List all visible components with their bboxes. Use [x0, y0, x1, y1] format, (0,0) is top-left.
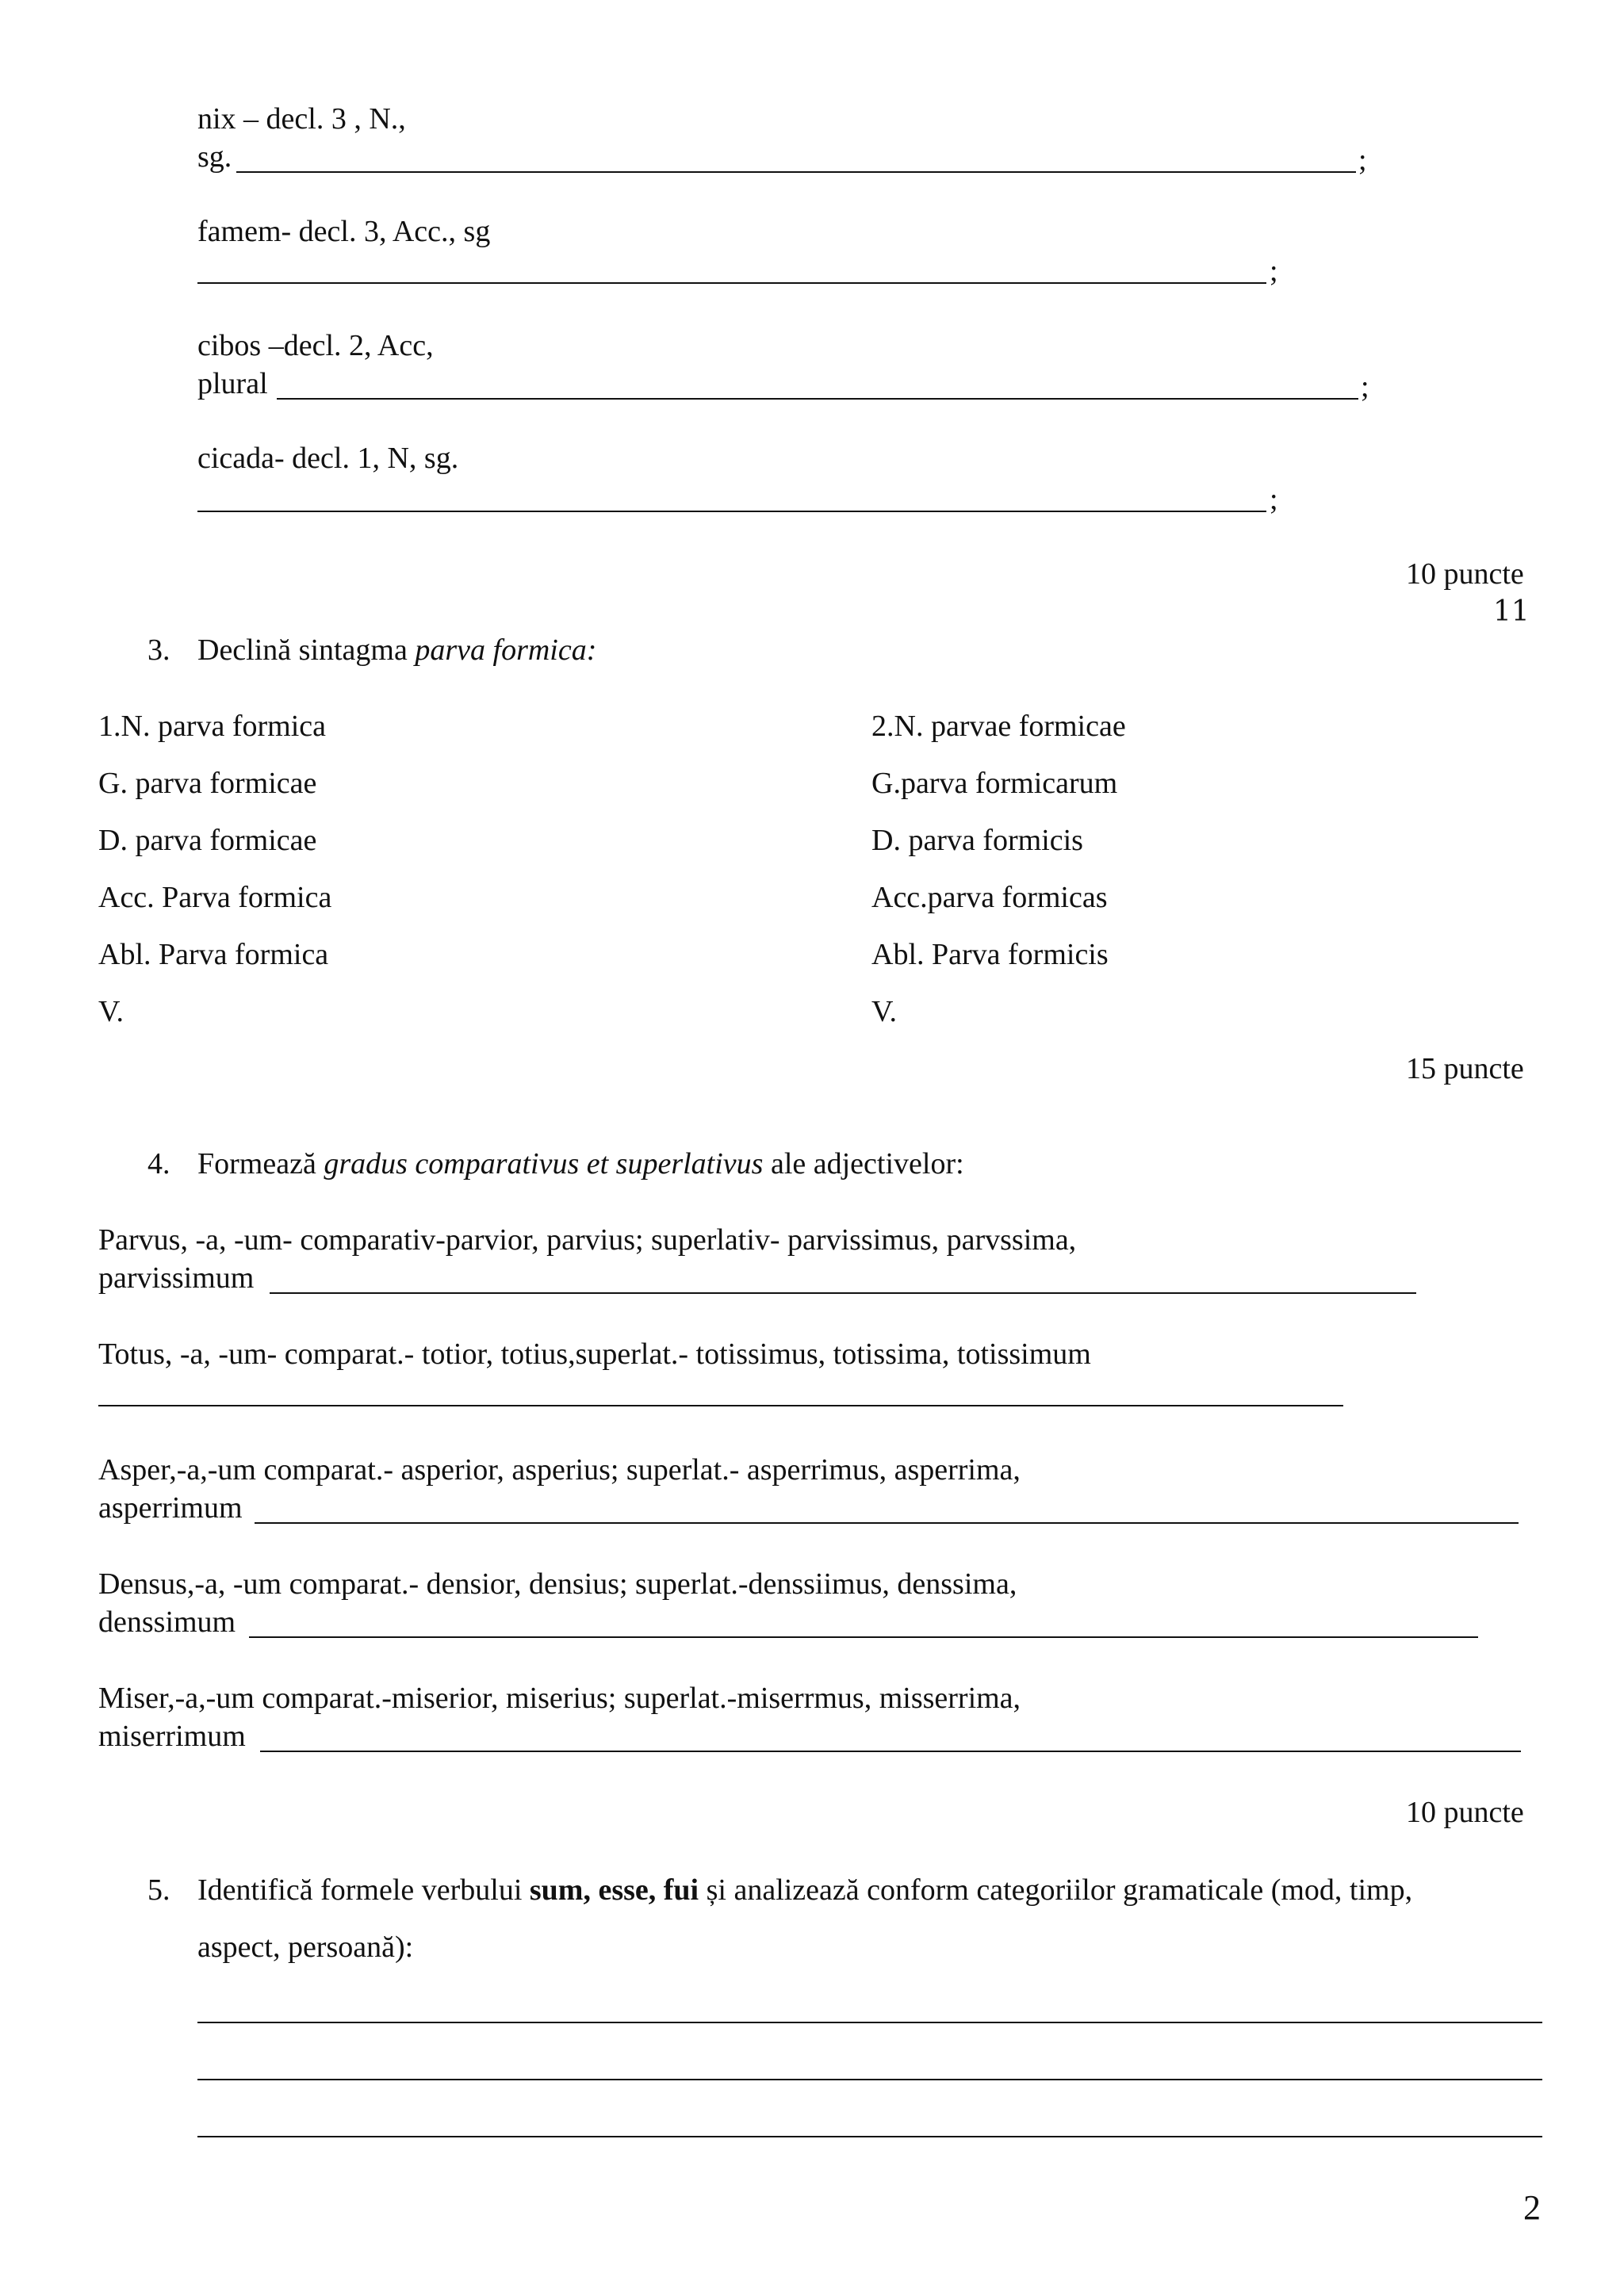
- ex5-answer-line-2[interactable]: [197, 2079, 1542, 2080]
- page-number: 2: [1523, 2188, 1541, 2227]
- ex2-item2-answer-line[interactable]: [197, 282, 1266, 284]
- ex5-answer-line-3[interactable]: [197, 2136, 1542, 2137]
- ex2-points: 10 puncte: [1406, 557, 1524, 591]
- ex2-item1-prefix: sg.: [197, 140, 232, 174]
- ex2-item3-semicolon: ;: [1361, 370, 1369, 404]
- handwritten-score: 11: [1493, 595, 1530, 628]
- ex5-answer-line-1[interactable]: [197, 2022, 1542, 2023]
- singular-genitive: G. parva formicae: [98, 767, 317, 800]
- plural-ablative: Abl. Parva formicis: [871, 938, 1109, 971]
- ex4-prompt: Formează gradus comparativus et superlativus ale adjectivelor:: [197, 1147, 964, 1181]
- ex2-item4-semicolon: ;: [1270, 483, 1278, 516]
- plural-dative: D. parva formicis: [871, 824, 1083, 857]
- ex2-item1-semicolon: ;: [1358, 144, 1367, 177]
- ex4-answer5-line2: miserrimum: [98, 1720, 246, 1753]
- ex4-answer1-line2: parvissimum: [98, 1261, 255, 1295]
- ex4-answer4-line2: denssimum: [98, 1605, 236, 1639]
- plural-nominative: 2.N. parvae formicae: [871, 710, 1126, 743]
- ex2-item1-answer-line[interactable]: [236, 171, 1356, 173]
- ex3-points: 15 puncte: [1406, 1052, 1524, 1085]
- ex4-points: 10 puncte: [1406, 1796, 1524, 1829]
- ex4-answer1-line[interactable]: [270, 1292, 1416, 1294]
- ex4-answer4-line1: Densus,-a, -um comparat.- densior, densius; superlat.-denssiimus, denssima,: [98, 1567, 1017, 1601]
- ex5-prompt-line1: Identifică formele verbului sum, esse, fui și analizează conform categoriilor gramaticale (mod, timp,: [197, 1873, 1413, 1907]
- singular-ablative: Abl. Parva formica: [98, 938, 329, 971]
- singular-nominative: 1.N. parva formica: [98, 710, 326, 743]
- ex4-answer2-line1: Totus, -a, -um- comparat.- totior, totius,superlat.- totissimus, totissima, totissimum: [98, 1337, 1091, 1371]
- singular-dative: D. parva formicae: [98, 824, 317, 857]
- ex4-number: 4.: [147, 1147, 170, 1181]
- plural-genitive: G.parva formicarum: [871, 767, 1118, 800]
- ex2-item3-label: cibos –decl. 2, Acc,: [197, 329, 434, 362]
- ex4-answer3-line2: asperrimum: [98, 1491, 243, 1525]
- singular-vocative: V.: [98, 995, 124, 1028]
- ex4-answer5-line[interactable]: [260, 1751, 1521, 1752]
- ex2-item2-semicolon: ;: [1270, 254, 1278, 288]
- ex4-answer5-line1: Miser,-a,-um comparat.-miserior, miserius; superlat.-miserrmus, misserrima,: [98, 1682, 1021, 1715]
- ex4-answer3-line[interactable]: [255, 1522, 1519, 1524]
- ex2-item3-answer-line[interactable]: [277, 398, 1358, 400]
- ex3-prompt: Declină sintagma parva formica:: [197, 633, 597, 667]
- ex4-answer3-line1: Asper,-a,-um comparat.- asperior, asperius; superlat.- asperrimus, asperrima,: [98, 1453, 1021, 1487]
- ex3-number: 3.: [147, 633, 170, 667]
- ex4-answer4-line[interactable]: [249, 1636, 1478, 1638]
- ex2-item4-label: cicada- decl. 1, N, sg.: [197, 442, 459, 475]
- ex5-number: 5.: [147, 1873, 170, 1907]
- ex2-item3-prefix: plural: [197, 367, 268, 400]
- ex4-answer1-line1: Parvus, -a, -um- comparativ-parvior, parvius; superlativ- parvissimus, parvssima,: [98, 1223, 1077, 1257]
- ex5-prompt-line2: aspect, persoană):: [197, 1931, 414, 1964]
- plural-vocative: V.: [871, 995, 898, 1028]
- ex2-item1-label: nix – decl. 3 , N.,: [197, 102, 406, 136]
- ex2-item2-label: famem- decl. 3, Acc., sg: [197, 215, 491, 248]
- plural-accusative: Acc.parva formicas: [871, 881, 1108, 914]
- ex2-item4-answer-line[interactable]: [197, 511, 1266, 512]
- singular-accusative: Acc. Parva formica: [98, 881, 332, 914]
- ex4-answer2-line[interactable]: [98, 1405, 1343, 1406]
